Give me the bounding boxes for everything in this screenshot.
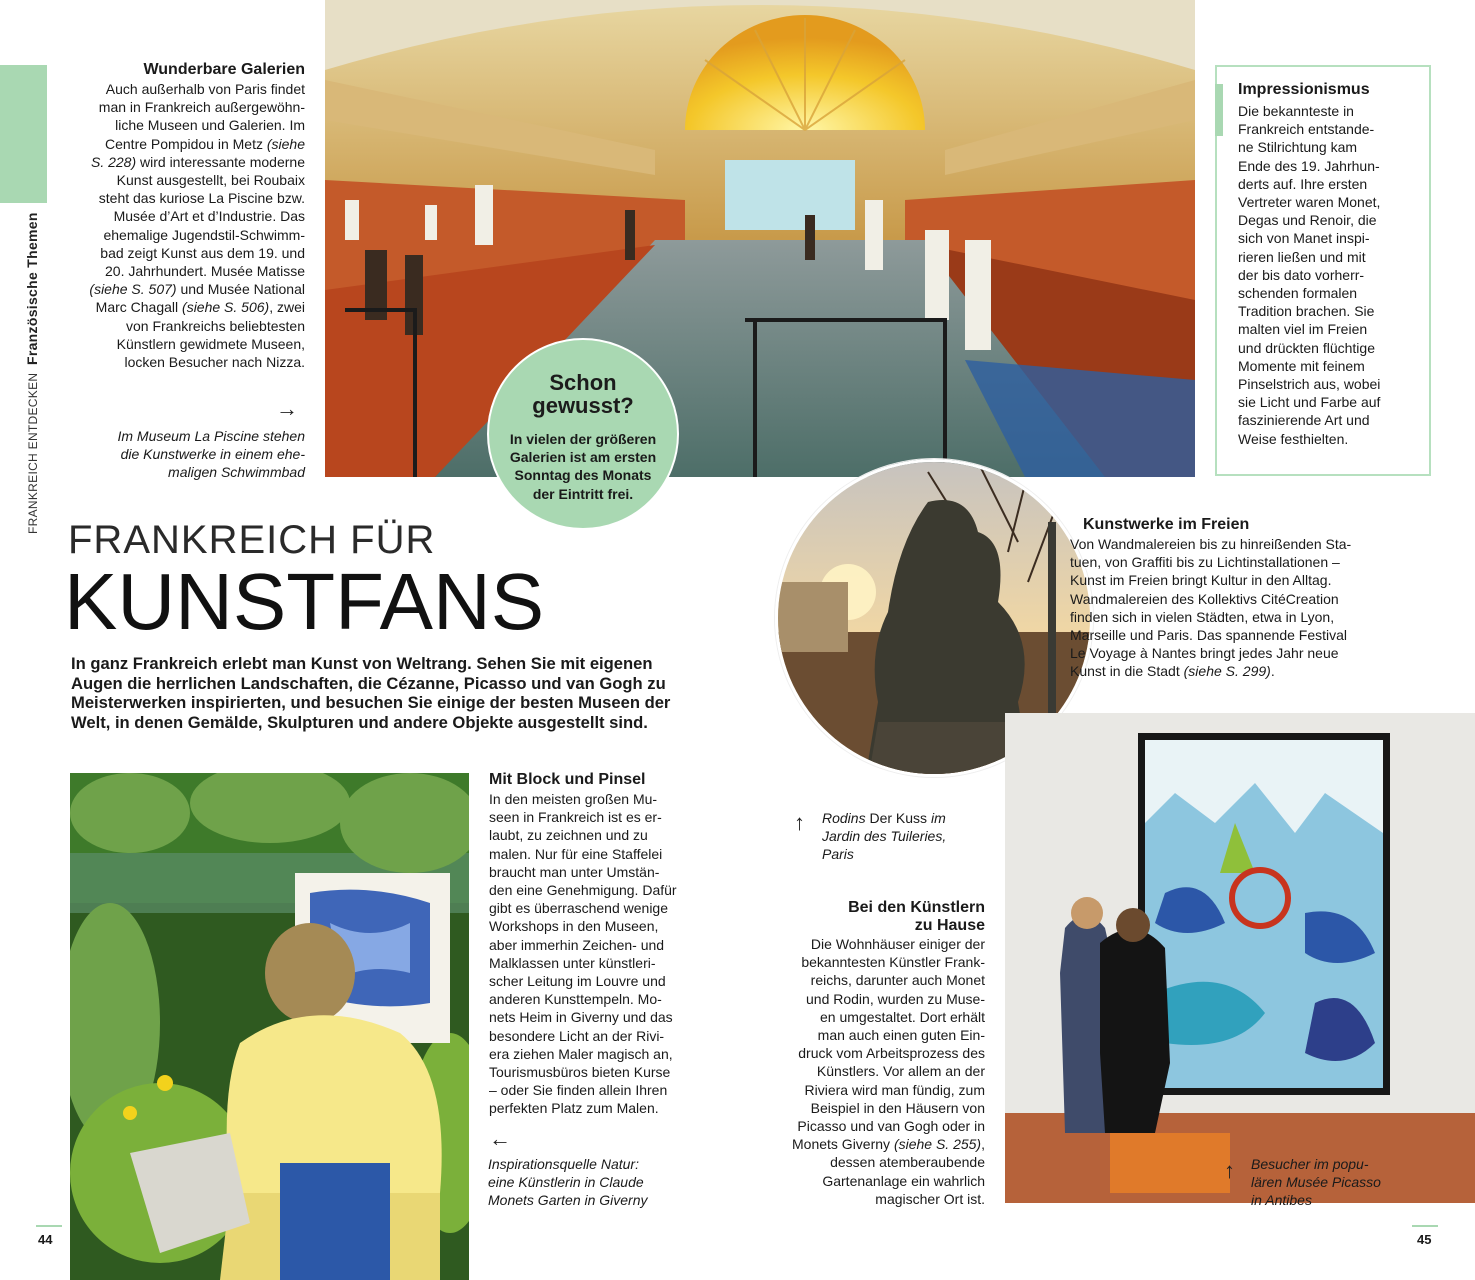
caption-piscine bbox=[90, 427, 305, 481]
text-segment: ehemalige Jugendstil-Schwimm- bbox=[103, 226, 305, 243]
text-line: Pinselstrich aus, wobei bbox=[1238, 376, 1381, 393]
text-line bbox=[765, 1044, 985, 1062]
text-segment: tuen, von Graffiti bis zu Lichtinstallationen – bbox=[1070, 554, 1340, 571]
text-line bbox=[765, 935, 985, 953]
text-line bbox=[1070, 571, 1390, 589]
caption-line: Monets Garten in Giverny bbox=[488, 1192, 648, 1208]
text-segment: liche Museen und Galerien. Im bbox=[115, 117, 305, 134]
freien-heading: Kunstwerke im Freien bbox=[1083, 516, 1250, 533]
caption-line: die Kunstwerke in einem ehe- bbox=[120, 446, 305, 462]
text-line bbox=[60, 189, 305, 207]
facts-line: Galerien ist am ersten bbox=[509, 449, 657, 466]
text-segment: Die Wohnhäuser einiger der bbox=[810, 936, 985, 952]
text-segment: man in Frankreich außergewöhn- bbox=[98, 99, 305, 116]
text-line bbox=[765, 971, 985, 989]
text-line: derts auf. Ihre ersten bbox=[1238, 175, 1368, 192]
text-line: der bis dato vorherr- bbox=[1238, 266, 1365, 283]
photo-la-piscine bbox=[325, 0, 1195, 477]
text-line: Tourismusbüros bieten Kurse bbox=[489, 1064, 671, 1081]
text-line bbox=[60, 244, 305, 262]
text-line: era ziehen Maler magisch an, bbox=[489, 1045, 673, 1062]
text-line bbox=[765, 990, 985, 1008]
caption-line: maligen Schwimmbad bbox=[168, 464, 305, 480]
italic-reference: (siehe bbox=[266, 135, 305, 152]
text-line: Momente mit feinem bbox=[1238, 357, 1365, 374]
text-line bbox=[765, 1099, 985, 1117]
photo-musee-picasso bbox=[1005, 713, 1475, 1203]
text-line bbox=[1070, 535, 1390, 553]
text-line bbox=[1070, 608, 1390, 626]
text-line bbox=[60, 171, 305, 189]
impressionismus-text bbox=[1238, 102, 1428, 448]
text-segment: Le Voyage à Nantes bringt jedes Jahr neue bbox=[1070, 645, 1339, 662]
text-segment: steht das kuriose La Piscine bzw. bbox=[98, 190, 305, 207]
text-segment: Riviera wird man fündig, zum bbox=[804, 1081, 985, 1098]
text-segment: , zwei bbox=[269, 299, 305, 316]
text-segment: Centre Pompidou in Metz bbox=[105, 135, 267, 152]
italic-reference: (siehe S. 507) bbox=[89, 281, 177, 298]
text-line: Vertreter waren Monet, bbox=[1238, 194, 1381, 211]
text-line bbox=[1070, 590, 1390, 608]
italic-reference: S. 228) bbox=[90, 153, 137, 170]
italic-reference: (siehe S. 255) bbox=[893, 1136, 982, 1153]
caption-rodin bbox=[822, 809, 982, 863]
text-line bbox=[60, 226, 305, 244]
text-line bbox=[60, 98, 305, 116]
text-line bbox=[765, 1062, 985, 1080]
text-segment: wird interessante moderne bbox=[136, 153, 305, 170]
caption-line: Im Museum La Piscine stehen bbox=[117, 428, 305, 444]
text-line bbox=[60, 207, 305, 225]
facts-line: In vielen der größeren bbox=[509, 431, 657, 447]
text-segment: Marc Chagall bbox=[95, 299, 183, 316]
caption-picasso bbox=[1251, 1155, 1421, 1209]
text-line bbox=[60, 262, 305, 280]
caption-line: Paris bbox=[822, 846, 854, 862]
text-line bbox=[765, 1172, 985, 1190]
caption-line: Inspirationsquelle Natur: bbox=[488, 1156, 639, 1172]
text-segment: magischer Ort ist. bbox=[875, 1190, 985, 1207]
text-line bbox=[765, 1026, 985, 1044]
text-line bbox=[60, 335, 305, 353]
text-line bbox=[60, 317, 305, 335]
page-rule-right bbox=[1412, 1225, 1438, 1227]
text-line: laubt, zu zeichnen und zu bbox=[489, 827, 648, 844]
photo-giverny-painter bbox=[70, 773, 469, 1280]
text-line: Frankreich entstande- bbox=[1238, 121, 1375, 138]
text-segment: und Musée National bbox=[176, 281, 305, 298]
kuenstler-text bbox=[765, 935, 985, 1208]
kuenstler-heading-2: zu Hause bbox=[914, 917, 985, 934]
text-line bbox=[1070, 553, 1390, 571]
caption-line: in Antibes bbox=[1251, 1192, 1312, 1208]
text-line bbox=[60, 80, 305, 98]
text-line bbox=[1070, 626, 1390, 644]
running-head bbox=[24, 212, 40, 534]
running-head-section: FRANKREICH ENTDECKEN bbox=[26, 372, 40, 534]
text-segment: Gartenanlage ein wahrlich bbox=[822, 1172, 985, 1189]
text-segment: dessen atemberaubende bbox=[830, 1154, 985, 1171]
text-line bbox=[60, 298, 305, 316]
text-segment: bad zeigt Kunst aus dem 19. und bbox=[100, 244, 305, 261]
text-segment: Beispiel in den Häusern von bbox=[810, 1099, 985, 1116]
text-segment: Kunst ausgestellt, bei Roubaix bbox=[116, 172, 305, 189]
text-segment: locken Besucher nach Nizza. bbox=[124, 354, 305, 371]
text-segment: finden sich in vielen Städten, etwa in Lyon, bbox=[1070, 608, 1335, 625]
text-line: faszinierende Art und bbox=[1238, 412, 1370, 429]
caption-line: Besucher im popu- bbox=[1251, 1156, 1369, 1172]
text-line bbox=[765, 1153, 985, 1171]
text-line bbox=[60, 353, 305, 371]
text-segment: Künstlern gewidmete Museen, bbox=[116, 335, 305, 352]
text-line: Ende des 19. Jahrhun- bbox=[1238, 157, 1380, 174]
arrow-left-icon: ← bbox=[489, 1126, 511, 1151]
facts-title-2: gewusst? bbox=[532, 393, 634, 418]
text-line: schenden formalen bbox=[1238, 285, 1358, 302]
facts-title-1: Schon bbox=[549, 370, 617, 395]
page-title-line-2: KUNSTFANS bbox=[64, 557, 545, 646]
text-line: anderen Kunsttempeln. Mo- bbox=[489, 991, 662, 1008]
text-line bbox=[60, 280, 305, 298]
text-segment: Wandmalereien des Kollektivs CitéCreation bbox=[1070, 590, 1339, 607]
text-segment: reichs, darunter auch Monet bbox=[810, 972, 985, 989]
text-line bbox=[765, 1135, 985, 1153]
text-line bbox=[765, 1190, 985, 1208]
text-segment: en umgestaltet. Dort erhält bbox=[820, 1008, 985, 1025]
italic-reference: (siehe S. 299) bbox=[1183, 663, 1271, 680]
text-segment: , bbox=[981, 1136, 985, 1153]
text-segment: Künstlers. Vor allem an der bbox=[816, 1063, 985, 1080]
text-line: rieren ließen und mit bbox=[1238, 248, 1366, 265]
text-segment: bekanntesten Künstler Frank- bbox=[801, 954, 985, 971]
text-line: In den meisten großen Mu- bbox=[489, 791, 658, 807]
page-number-left: 44 bbox=[38, 1232, 53, 1247]
text-line: sich von Manet inspi- bbox=[1238, 230, 1370, 247]
text-line bbox=[1070, 662, 1390, 680]
arrow-up-icon: ↑ bbox=[794, 810, 805, 835]
caption-rodin-i2: im bbox=[930, 810, 946, 826]
caption-rodin-i1: Rodins bbox=[822, 810, 866, 826]
pinsel-heading: Mit Block und Pinsel bbox=[489, 771, 646, 788]
caption-rodin-t1: Der Kuss bbox=[865, 810, 931, 826]
text-line bbox=[1070, 644, 1390, 662]
arrow-up-icon: ↑ bbox=[1224, 1158, 1235, 1183]
text-segment: Marseille und Paris. Das spannende Festival bbox=[1070, 627, 1348, 644]
text-segment: druck vom Arbeitsprozess des bbox=[798, 1045, 985, 1062]
text-segment: Kunst im Freien bringt Kultur in den Alltag. bbox=[1070, 572, 1332, 589]
kuenstler-heading-1: Bei den Künstlern bbox=[848, 899, 985, 916]
text-line: seen in Frankreich ist es er- bbox=[489, 809, 662, 826]
caption-line: lären Musée Picasso bbox=[1251, 1174, 1381, 1190]
text-line: Degas und Renoir, die bbox=[1238, 212, 1377, 229]
text-line: Tradition brachen. Sie bbox=[1238, 303, 1375, 320]
text-line: besondere Licht an der Rivi- bbox=[489, 1027, 665, 1044]
arrow-right-icon: → bbox=[276, 396, 298, 421]
galerien-text bbox=[60, 80, 305, 371]
text-segment: Von Wandmalereien bis zu hinreißenden Sta- bbox=[1070, 536, 1352, 552]
text-line: Workshops in den Museen, bbox=[489, 918, 659, 935]
facts-text bbox=[487, 430, 679, 503]
page-number-right: 45 bbox=[1417, 1232, 1432, 1247]
text-line: braucht man unter Umstän- bbox=[489, 863, 660, 880]
text-line: ne Stilrichtung kam bbox=[1238, 139, 1358, 156]
text-line: Die bekannteste in bbox=[1238, 103, 1354, 119]
facts-line: Sonntag des Monats bbox=[514, 467, 652, 484]
section-tab bbox=[0, 65, 47, 203]
caption-giverny bbox=[488, 1155, 688, 1209]
text-segment: Monets Giverny bbox=[792, 1136, 894, 1153]
text-line: malen. Nur für eine Staffelei bbox=[489, 845, 663, 862]
facts-line: der Eintritt frei. bbox=[532, 485, 634, 502]
text-line: scher Leitung im Louvre und bbox=[489, 973, 666, 990]
text-segment: Musée d’Art et d’Industrie. Das bbox=[113, 208, 305, 225]
impressionismus-heading: Impressionismus bbox=[1238, 81, 1370, 98]
text-line bbox=[765, 1008, 985, 1026]
running-head-topic: Französische Themen bbox=[24, 212, 40, 365]
text-segment: Picasso und van Gogh oder in bbox=[797, 1118, 985, 1135]
text-line: sie Licht und Farbe auf bbox=[1238, 394, 1381, 411]
caption-line: eine Künstlerin in Claude bbox=[488, 1174, 644, 1190]
caption-line: Jardin des Tuileries, bbox=[822, 828, 947, 844]
text-segment: Kunst in die Stadt bbox=[1070, 663, 1184, 680]
text-line bbox=[60, 116, 305, 134]
text-line: gibt es überraschend wenige bbox=[489, 900, 669, 917]
text-line bbox=[60, 135, 305, 153]
text-segment: und Rodin, wurden zu Muse- bbox=[806, 990, 985, 1007]
galerien-heading: Wunderbare Galerien bbox=[143, 61, 305, 78]
text-line: Weise festhielten. bbox=[1238, 430, 1349, 447]
text-line: und drückten flüchtige bbox=[1238, 339, 1375, 356]
text-line: – oder Sie finden allein Ihren bbox=[489, 1082, 668, 1099]
text-segment: von Frankreichs beliebtesten bbox=[126, 317, 305, 334]
italic-reference: (siehe S. 506) bbox=[182, 299, 270, 316]
text-line: den eine Genehmigung. Dafür bbox=[489, 882, 677, 899]
text-line: malten viel im Freien bbox=[1238, 321, 1368, 338]
text-line: aber immerhin Zeichen- und bbox=[489, 936, 665, 953]
text-line bbox=[765, 1081, 985, 1099]
impressionismus-accent-bar bbox=[1215, 84, 1223, 136]
text-segment: Auch außerhalb von Paris findet bbox=[105, 81, 305, 97]
text-line bbox=[765, 953, 985, 971]
page-rule-left bbox=[36, 1225, 62, 1227]
text-segment: 20. Jahrhundert. Musée Matisse bbox=[105, 263, 305, 280]
text-line: perfekten Platz zum Malen. bbox=[489, 1100, 659, 1117]
pinsel-text bbox=[489, 790, 689, 1118]
text-line bbox=[765, 1117, 985, 1135]
text-line bbox=[60, 153, 305, 171]
lead-paragraph: In ganz Frankreich erlebt man Kunst von Weltrang. Sehen Sie mit eigenen Augen die herrlichen Landschaften, die Cézanne, Picasso und van Gogh zu Meisterwerken inspirierten, und besuchen Sie einige der besten Museen der Welt, in denen Gemälde, Skulpturen und andere Objekte ausgestellt sind. bbox=[71, 654, 671, 732]
text-segment: . bbox=[1270, 663, 1275, 680]
text-line: nets Heim in Giverny und das bbox=[489, 1009, 673, 1026]
text-line: Malklassen unter künstleri- bbox=[489, 954, 656, 971]
page-title-line-1: FRANKREICH FÜR bbox=[68, 518, 436, 562]
text-segment: man auch einen guten Ein- bbox=[817, 1027, 985, 1044]
freien-text bbox=[1070, 535, 1390, 681]
